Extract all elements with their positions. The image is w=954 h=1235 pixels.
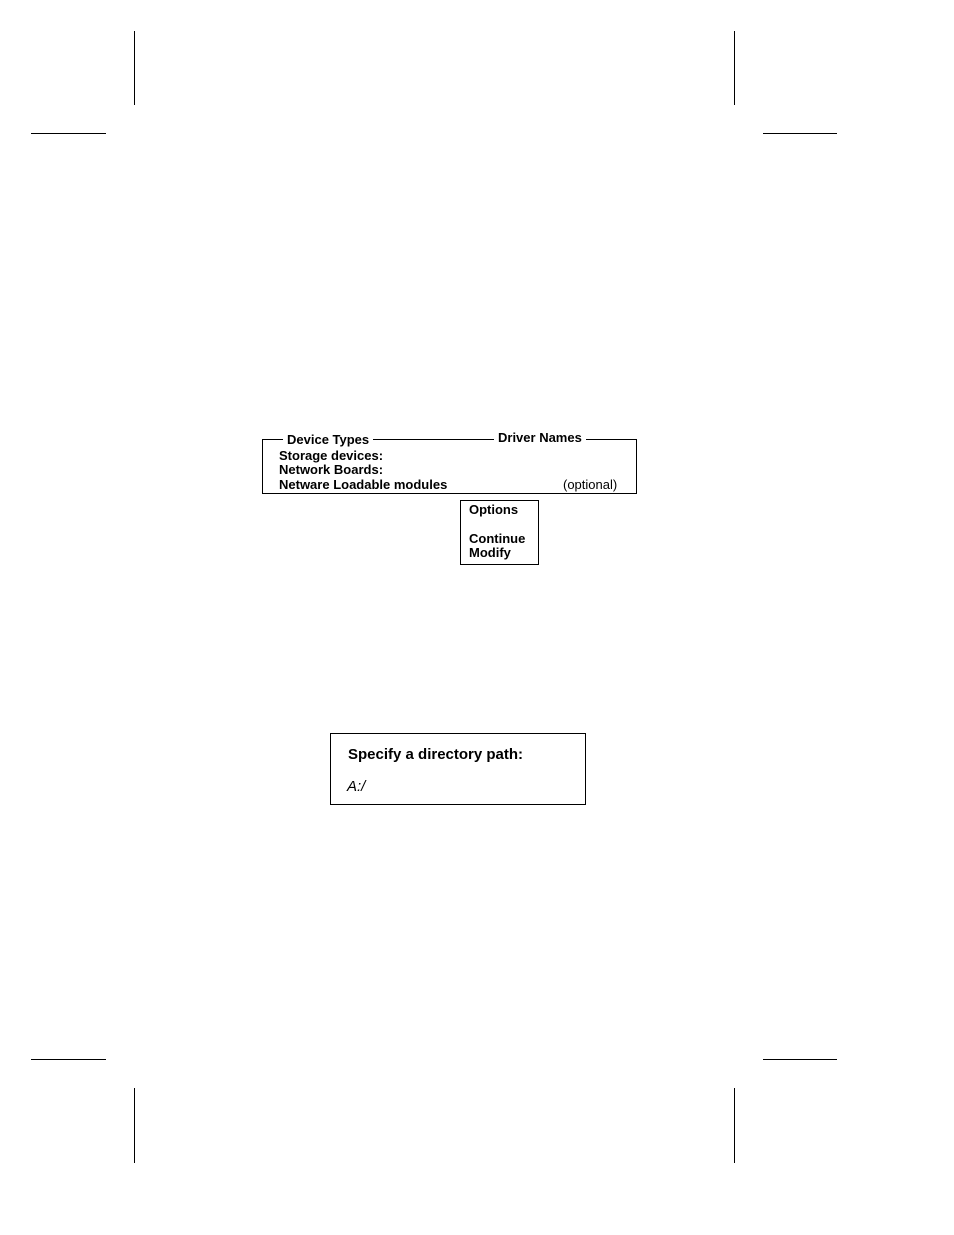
crop-mark	[763, 133, 837, 134]
crop-mark	[31, 1059, 106, 1060]
options-menu	[460, 500, 539, 565]
crop-mark	[763, 1059, 837, 1060]
directory-path-prompt: Specify a directory path:	[348, 746, 524, 763]
device-type-storage[interactable]: Storage devices:	[279, 448, 384, 463]
crop-mark	[734, 1088, 735, 1163]
crop-mark	[134, 1088, 135, 1163]
crop-mark	[31, 133, 106, 134]
driver-names-header: Driver Names	[494, 431, 586, 445]
optional-note: (optional)	[563, 477, 618, 492]
directory-path-dialog	[330, 733, 586, 805]
device-types-panel	[262, 430, 637, 494]
menu-item-modify[interactable]: Modify	[469, 545, 511, 560]
crop-mark	[134, 31, 135, 105]
crop-mark	[734, 31, 735, 105]
device-types-title: Device Types	[283, 433, 373, 447]
directory-path-input[interactable]: A:/	[347, 778, 366, 795]
menu-item-continue[interactable]: Continue	[469, 531, 526, 546]
options-menu-title: Options	[469, 502, 519, 517]
device-type-network-boards[interactable]: Network Boards:	[279, 462, 384, 477]
device-type-netware-modules[interactable]: Netware Loadable modules	[279, 477, 448, 492]
